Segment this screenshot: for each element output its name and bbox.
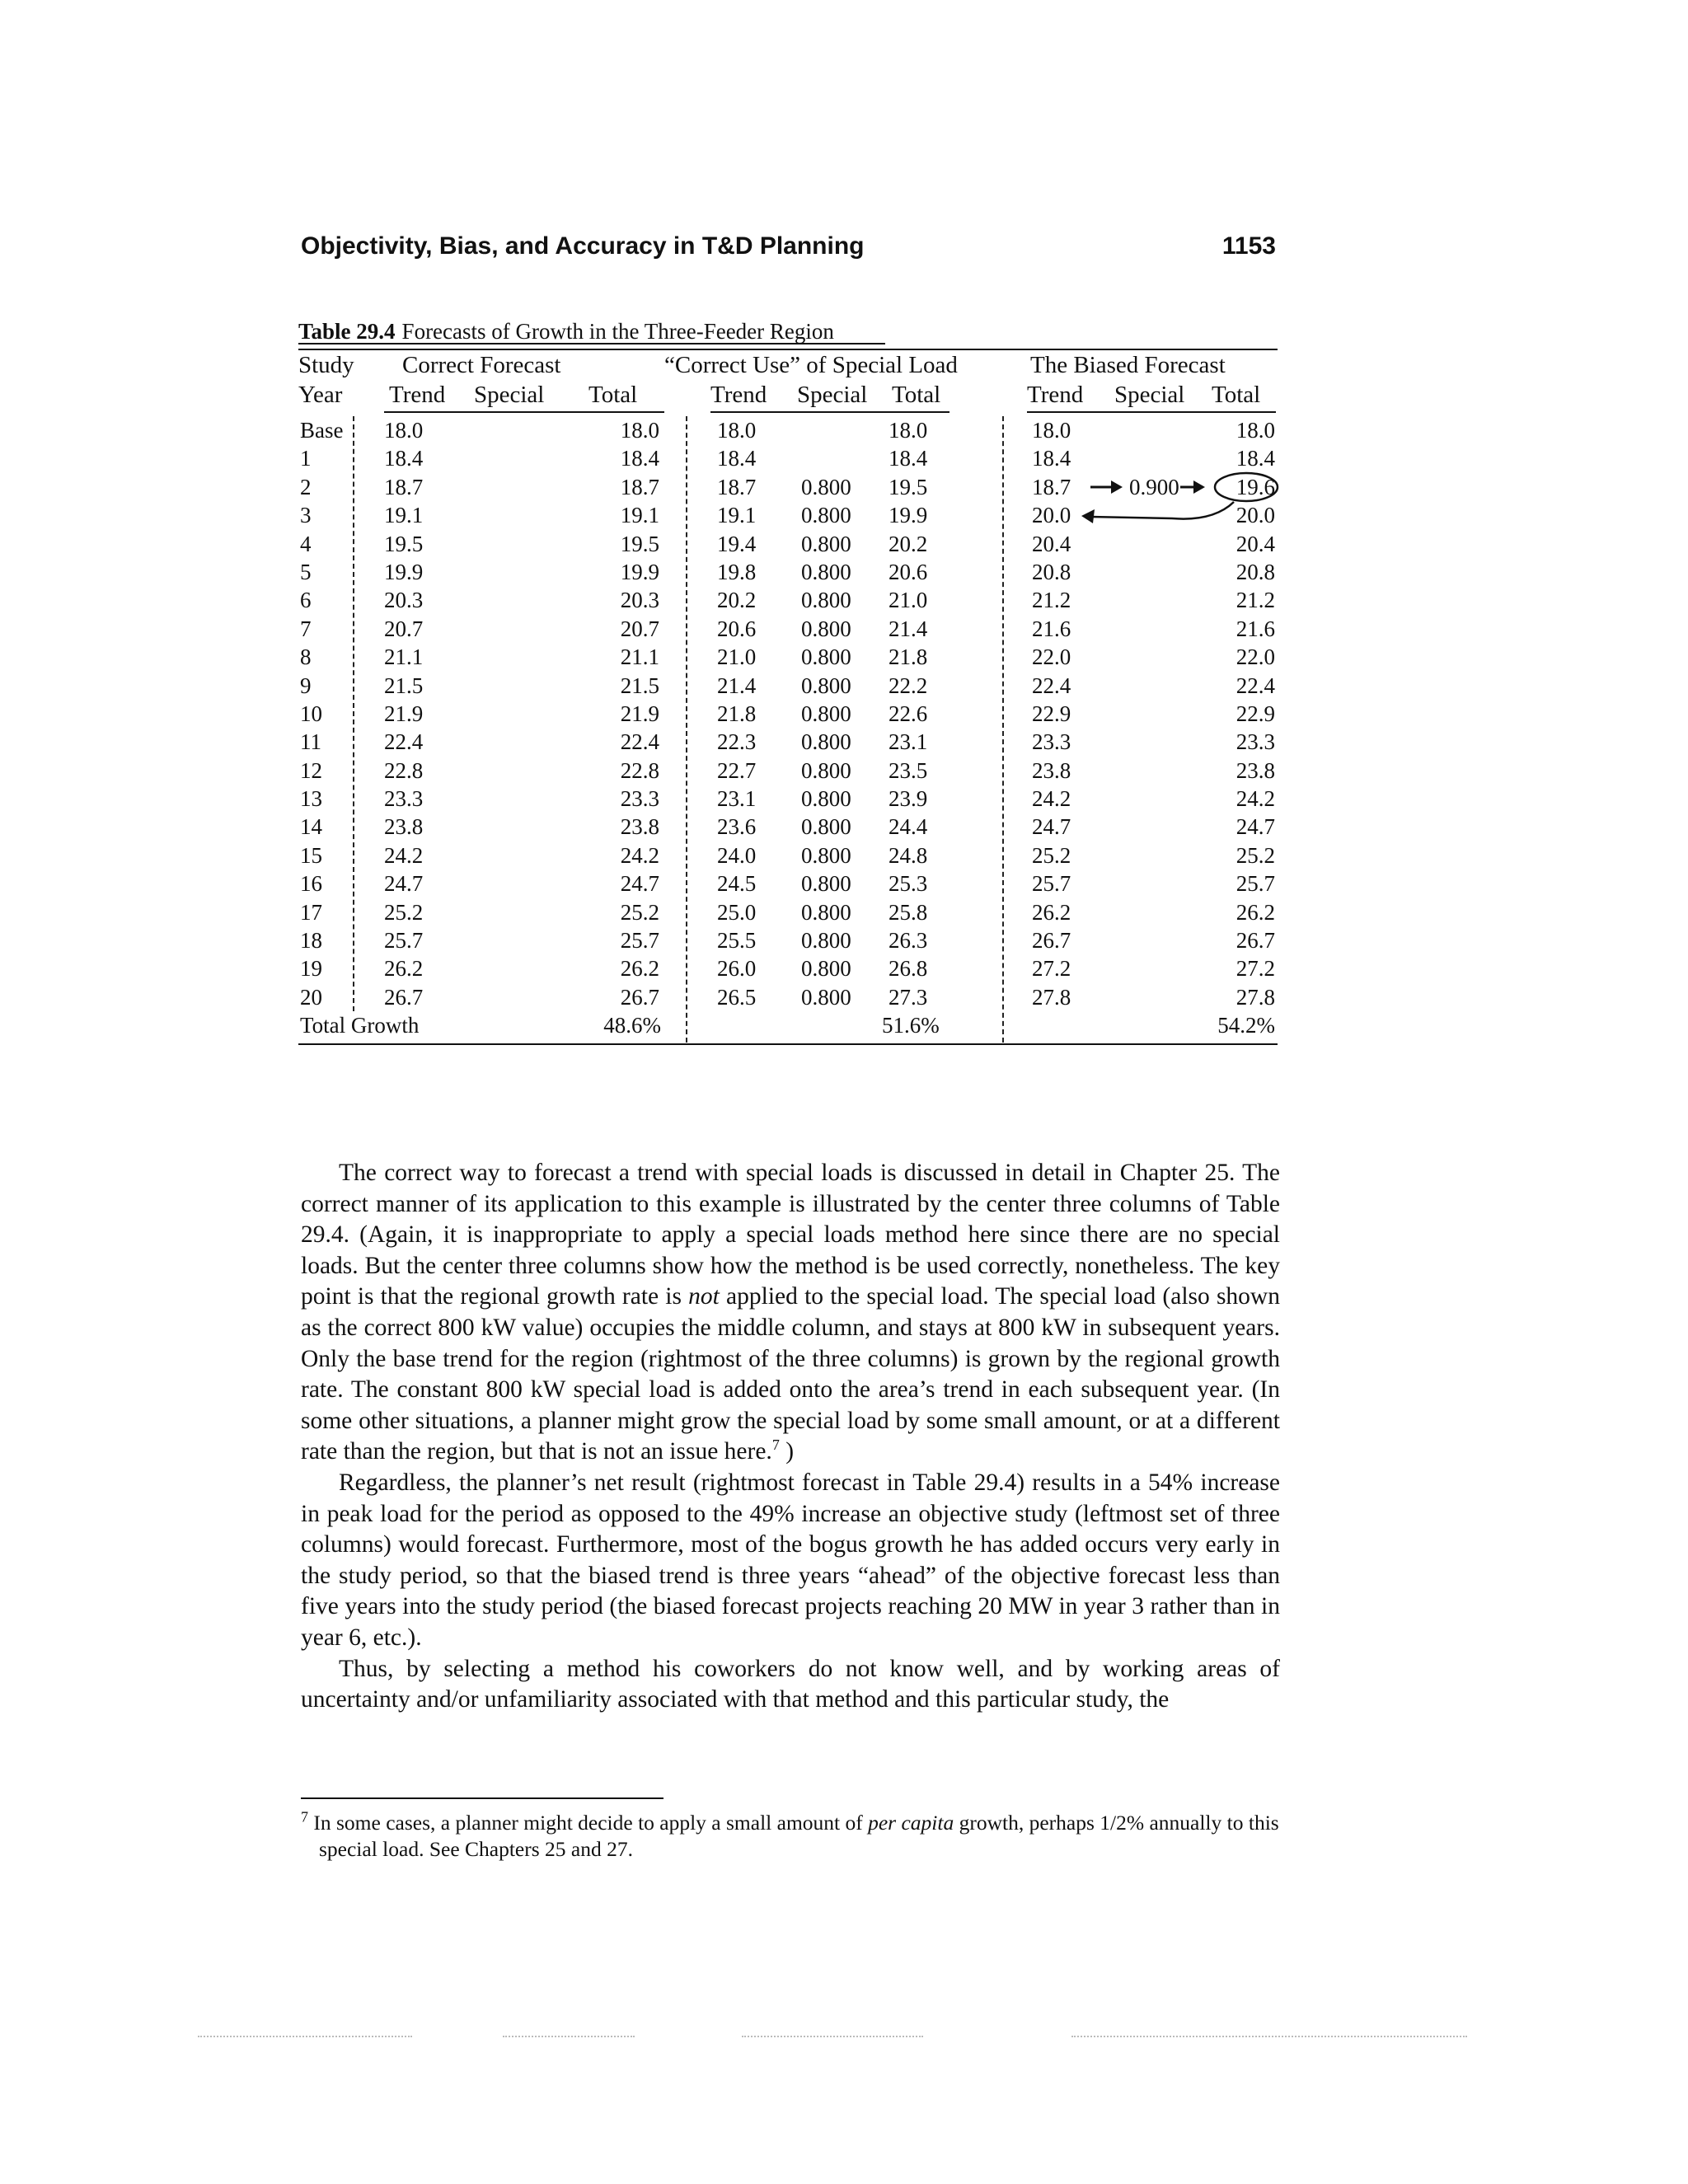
cell-biased-trend: 22.4	[1032, 673, 1071, 698]
cell-correct-total: 20.7	[620, 616, 659, 641]
cell-correct-trend: 19.9	[384, 559, 424, 584]
cell-biased-trend: 22.0	[1032, 644, 1071, 670]
table-row	[298, 558, 1278, 586]
header-rules	[298, 410, 1278, 416]
cell-biased-trend: 20.4	[1032, 531, 1071, 556]
table-row	[298, 728, 1278, 756]
cell-biased-trend: 23.8	[1032, 757, 1071, 783]
cell-correct-total: 21.9	[620, 701, 659, 726]
footnote-emphasis: per capita	[868, 1811, 954, 1835]
cell-correct-trend: 22.8	[384, 757, 424, 783]
scan-artifact	[742, 2036, 923, 2037]
cell-correct-total: 21.5	[620, 673, 659, 698]
cell-correct-trend: 23.3	[384, 786, 424, 812]
header-rule-correct	[384, 411, 664, 413]
scan-artifact	[198, 2036, 412, 2037]
header-trend-2: Trend	[710, 382, 767, 408]
cell-use-total: 23.1	[889, 729, 928, 755]
cell-biased-trend: 23.3	[1032, 729, 1071, 755]
footnote-part-1: In some cases, a planner might decide to apply a small amount of	[313, 1811, 869, 1835]
table-row	[298, 672, 1278, 700]
cell-correct-trend: 19.5	[384, 531, 424, 556]
header-correct-forecast: Correct Forecast	[402, 352, 561, 378]
cell-biased-trend: 25.2	[1032, 842, 1071, 868]
cell-year: 16	[300, 871, 322, 897]
cell-correct-trend: 26.2	[384, 956, 424, 982]
cell-correct-total: 26.7	[620, 984, 659, 1010]
cell-biased-total: 21.6	[1236, 616, 1275, 641]
cell-use-trend: 26.5	[717, 984, 757, 1010]
table-row	[298, 785, 1278, 813]
cell-use-trend: 23.6	[717, 814, 757, 840]
header-biased-forecast: The Biased Forecast	[1030, 352, 1226, 378]
cell-use-total: 25.3	[889, 871, 928, 897]
cell-use-special: 0.800	[801, 814, 851, 840]
cell-biased-total: 24.7	[1236, 814, 1275, 840]
cell-biased-trend: 20.8	[1032, 559, 1071, 584]
cell-biased-total: 27.8	[1236, 984, 1275, 1010]
cell-use-trend: 19.1	[717, 503, 757, 528]
table-caption-text: Forecasts of Growth in the Three-Feeder Region	[401, 319, 834, 344]
table-label: Table 29.4	[298, 319, 396, 344]
body-text	[301, 1158, 1280, 1716]
cell-use-special: 0.800	[801, 616, 851, 641]
table-bottom-rule	[298, 1043, 1278, 1045]
cell-correct-total: 19.1	[620, 503, 659, 528]
cell-use-total: 23.5	[889, 757, 928, 783]
footnote-ref-7: 7	[771, 1436, 780, 1454]
table-row	[298, 841, 1278, 869]
cell-correct-total: 20.3	[620, 588, 659, 613]
cell-use-trend: 22.7	[717, 757, 757, 783]
cell-correct-trend: 25.2	[384, 899, 424, 925]
cell-use-total: 27.3	[889, 984, 928, 1010]
cell-year: 6	[300, 588, 312, 613]
cell-biased-total: 23.8	[1236, 757, 1275, 783]
cell-year: 14	[300, 814, 322, 840]
cell-year: 11	[300, 729, 321, 755]
cell-use-special: 0.800	[801, 559, 851, 584]
cell-use-trend: 23.1	[717, 786, 757, 812]
cell-year: Base	[300, 418, 344, 443]
cell-use-trend: 19.8	[717, 559, 757, 584]
cell-use-special: 0.800	[801, 588, 851, 613]
cell-use-total: 22.2	[889, 673, 928, 698]
cell-biased-total: 22.0	[1236, 644, 1275, 670]
cell-use-total: 18.4	[889, 446, 928, 471]
cell-use-trend: 21.8	[717, 701, 757, 726]
header-rule-correct-use	[710, 411, 950, 413]
cell-correct-total: 21.1	[620, 644, 659, 670]
cell-use-special: 0.800	[801, 899, 851, 925]
cell-biased-total: 18.4	[1236, 446, 1275, 471]
scan-artifact	[503, 2036, 635, 2037]
cell-use-total: 20.2	[889, 531, 928, 556]
cell-biased-total: 26.7	[1236, 928, 1275, 954]
cell-use-total: 24.8	[889, 842, 928, 868]
cell-correct-total: 25.7	[620, 928, 659, 954]
cell-biased-trend: 20.0	[1032, 503, 1071, 528]
cell-use-trend: 18.0	[717, 418, 757, 443]
total-growth-biased: 54.2%	[1217, 1013, 1275, 1038]
cell-biased-total: 25.7	[1236, 871, 1275, 897]
annotation-arrows	[298, 416, 1278, 532]
cell-use-trend: 21.0	[717, 644, 757, 670]
cell-correct-total: 26.2	[620, 956, 659, 982]
cell-correct-total: 19.9	[620, 559, 659, 584]
header-total-1: Total	[588, 382, 638, 408]
cell-year: 10	[300, 701, 322, 726]
caption-underline	[298, 343, 885, 344]
cell-biased-total: 20.8	[1236, 559, 1275, 584]
cell-use-trend: 20.6	[717, 616, 757, 641]
cell-year: 9	[300, 673, 312, 698]
footnote-body	[301, 1810, 1280, 1863]
total-growth-row	[298, 1011, 1278, 1039]
cell-use-total: 26.3	[889, 928, 928, 954]
cell-biased-total: 23.3	[1236, 729, 1275, 755]
cell-biased-trend: 26.2	[1032, 899, 1071, 925]
cell-biased-total: 22.9	[1236, 701, 1275, 726]
cell-use-trend: 26.0	[717, 956, 757, 982]
cell-use-special: 0.800	[801, 503, 851, 528]
cell-use-special: 0.800	[801, 673, 851, 698]
paragraph-1	[301, 1158, 1280, 1468]
cell-correct-total: 23.3	[620, 786, 659, 812]
cell-year: 1	[300, 446, 312, 471]
header-trend-1: Trend	[389, 382, 446, 408]
cell-year: 13	[300, 786, 322, 812]
cell-correct-total: 22.4	[620, 729, 659, 755]
cell-use-special: 0.800	[801, 984, 851, 1010]
header-correct-use: “Correct Use” of Special Load	[664, 352, 958, 378]
cell-correct-total: 18.4	[620, 446, 659, 471]
running-head	[301, 232, 1276, 269]
cell-use-total: 26.8	[889, 956, 928, 982]
cell-use-trend: 25.5	[717, 928, 757, 954]
cell-use-total: 21.0	[889, 588, 928, 613]
sub-header-row	[298, 380, 1278, 410]
header-special-1: Special	[474, 382, 545, 408]
cell-year: 20	[300, 984, 322, 1010]
cell-use-total: 18.0	[889, 418, 928, 443]
cell-biased-total: 26.2	[1236, 899, 1275, 925]
cell-correct-trend: 26.7	[384, 984, 424, 1010]
cell-use-total: 21.4	[889, 616, 928, 641]
cell-biased-total: 20.4	[1236, 531, 1275, 556]
paragraph-3: Thus, by selecting a method his coworkers do not know well, and by working areas of uncertainty and/or unfamiliarity associated with that method and this particular study, the	[301, 1655, 1280, 1713]
cell-biased-trend: 21.2	[1032, 588, 1071, 613]
table-row	[298, 983, 1278, 1011]
table-row	[298, 700, 1278, 728]
table-body	[298, 416, 1278, 1040]
cell-correct-total: 24.7	[620, 871, 659, 897]
cell-year: 17	[300, 899, 322, 925]
cell-use-trend: 22.3	[717, 729, 757, 755]
cell-correct-trend: 18.0	[384, 418, 424, 443]
arrow-to-circled-total	[1180, 480, 1205, 494]
cell-correct-trend: 18.7	[384, 474, 424, 499]
cell-use-total: 20.6	[889, 559, 928, 584]
p1-emphasis-not: not	[688, 1283, 720, 1310]
cell-biased-trend: 24.2	[1032, 786, 1071, 812]
cell-correct-trend: 19.1	[384, 503, 424, 528]
cell-use-special: 0.800	[801, 531, 851, 556]
cell-correct-total: 18.0	[620, 418, 659, 443]
cell-year: 5	[300, 559, 312, 584]
scan-artifact	[1071, 2036, 1467, 2037]
total-growth-correct-use: 51.6%	[882, 1013, 940, 1038]
cell-use-total: 23.9	[889, 786, 928, 812]
header-rule-biased	[1027, 411, 1276, 413]
table-row	[298, 530, 1278, 558]
cell-use-trend: 21.4	[717, 673, 757, 698]
cell-use-total: 21.8	[889, 644, 928, 670]
cell-biased-total: 22.4	[1236, 673, 1275, 698]
header-total-2: Total	[892, 382, 941, 408]
header-trend-3: Trend	[1027, 382, 1084, 408]
total-growth-label: Total Growth	[300, 1013, 420, 1038]
cell-use-trend: 24.0	[717, 842, 757, 868]
arrow-to-annotation	[1090, 480, 1123, 494]
table-row	[298, 926, 1278, 954]
table-row	[298, 869, 1278, 898]
cell-year: 4	[300, 531, 312, 556]
footnote-marker: 7	[301, 1808, 308, 1825]
cell-year: 7	[300, 616, 312, 641]
table-row	[298, 898, 1278, 926]
cell-correct-trend: 22.4	[384, 729, 424, 755]
header-year: Year	[298, 382, 343, 408]
cell-use-special: 0.800	[801, 757, 851, 783]
cell-use-special: 0.800	[801, 956, 851, 982]
cell-use-special: 0.800	[801, 474, 851, 499]
cell-correct-trend: 20.7	[384, 616, 424, 641]
cell-year: 12	[300, 757, 322, 783]
total-growth-correct: 48.6%	[603, 1013, 661, 1038]
cell-use-total: 24.4	[889, 814, 928, 840]
cell-use-special: 0.800	[801, 928, 851, 954]
cell-correct-total: 24.2	[620, 842, 659, 868]
page-number: 1153	[1221, 232, 1276, 260]
header-special-3: Special	[1114, 382, 1185, 408]
cell-correct-total: 18.7	[620, 474, 659, 499]
cell-year: 15	[300, 842, 322, 868]
cell-year: 8	[300, 644, 312, 670]
cell-correct-total: 23.8	[620, 814, 659, 840]
cell-biased-total-circled: 19.6	[1236, 474, 1275, 499]
footnote-rule	[301, 1797, 663, 1799]
cell-biased-total: 25.2	[1236, 842, 1275, 868]
cell-use-trend: 18.7	[717, 474, 757, 499]
cell-correct-trend: 24.2	[384, 842, 424, 868]
cell-biased-total: 24.2	[1236, 786, 1275, 812]
cell-use-special: 0.800	[801, 786, 851, 812]
cell-use-special: 0.800	[801, 871, 851, 897]
cell-correct-trend: 24.7	[384, 871, 424, 897]
table-caption	[298, 317, 1278, 345]
cell-use-trend: 20.2	[717, 588, 757, 613]
circled-total-outline	[1215, 473, 1278, 501]
header-study: Study	[298, 352, 354, 378]
cell-use-special: 0.800	[801, 701, 851, 726]
p1-part-3: )	[779, 1438, 795, 1465]
cell-use-special: 0.800	[801, 842, 851, 868]
table-row	[298, 757, 1278, 785]
cell-biased-total: 27.2	[1236, 956, 1275, 982]
cell-correct-trend: 21.5	[384, 673, 424, 698]
cell-biased-trend: 18.4	[1032, 446, 1071, 471]
curved-arrow-back	[1081, 502, 1234, 523]
cell-year: 18	[300, 928, 322, 954]
cell-biased-trend: 25.7	[1032, 871, 1071, 897]
cell-correct-trend: 21.9	[384, 701, 424, 726]
cell-correct-trend: 20.3	[384, 588, 424, 613]
paragraph-2: Regardless, the planner’s net result (rightmost forecast in Table 29.4) results in a 54% increase in peak load for the period as opposed to the 49% increase an objective study (leftmost set of three columns) would forecast. Furthermore, most of the bogus growth he has added occurs very early in the study period, so that the biased trend is three years “ahead” of the objective forecast less than five years into the study period (the biased forecast projects reaching 20 MW in year 3 rather than in year 6, etc.).	[301, 1469, 1280, 1651]
cell-use-total: 19.9	[889, 503, 928, 528]
footnote	[301, 1810, 1280, 1863]
table-row	[298, 643, 1278, 671]
cell-correct-total: 19.5	[620, 531, 659, 556]
cell-biased-trend: 18.0	[1032, 418, 1071, 443]
table-row	[298, 954, 1278, 982]
cell-correct-trend: 25.7	[384, 928, 424, 954]
cell-use-trend: 25.0	[717, 899, 757, 925]
header-total-3: Total	[1212, 382, 1261, 408]
forecast-table	[298, 317, 1278, 1045]
cell-use-total: 25.8	[889, 899, 928, 925]
cell-use-trend: 18.4	[717, 446, 757, 471]
cell-correct-trend: 21.1	[384, 644, 424, 670]
cell-year: 19	[300, 956, 322, 982]
cell-correct-trend: 18.4	[384, 446, 424, 471]
cell-biased-trend: 27.2	[1032, 956, 1071, 982]
cell-biased-trend: 21.6	[1032, 616, 1071, 641]
cell-biased-trend: 22.9	[1032, 701, 1071, 726]
p1-part-1: The correct way to forecast a trend with special loads is discussed in detail in Chapter 25. The correct manner of its application to this example is illustrated by the center three columns of Table 29.4. (Again, it is inappropriate to apply a special loads method here since there are no special loads. But the center three columns show how the method is be used correctly, nonetheless. The key point is that the regional growth rate is	[301, 1160, 1280, 1310]
table-row	[298, 813, 1278, 841]
chapter-title: Objectivity, Bias, and Accuracy in T&D Planning	[301, 232, 865, 260]
group-header-row	[298, 350, 1278, 380]
cell-biased-trend: 18.7	[1032, 474, 1071, 499]
cell-biased-total: 21.2	[1236, 588, 1275, 613]
cell-use-trend: 24.5	[717, 871, 757, 897]
cell-correct-total: 22.8	[620, 757, 659, 783]
cell-use-total: 19.5	[889, 474, 928, 499]
cell-biased-total: 20.0	[1236, 503, 1275, 528]
cell-biased-special-annotation: 0.900	[1129, 474, 1179, 499]
cell-use-special: 0.800	[801, 729, 851, 755]
cell-year: 2	[300, 474, 312, 499]
table-row	[298, 586, 1278, 614]
p1-part-2: applied to the special load. The special load (also shown as the correct 800 kW value) occupies the middle column, and stays at 800 kW in subsequent years. Only the base trend for the region (rightmost of the three columns) is grown by the regional growth rate. The constant 800 kW special load is added onto the area’s trend in each subsequent year. (In some other situations, a planner might grow the special load by some small amount, or at a different rate than the region, but that is not an issue here.	[301, 1283, 1280, 1465]
table-row	[298, 615, 1278, 643]
cell-correct-trend: 23.8	[384, 814, 424, 840]
cell-year: 3	[300, 503, 312, 528]
cell-biased-total: 18.0	[1236, 418, 1275, 443]
cell-use-special: 0.800	[801, 644, 851, 670]
footnote-part-2: growth, perhaps 1/2% annually to this special load. See Chapters 25 and 27.	[319, 1811, 1279, 1861]
header-special-2: Special	[797, 382, 868, 408]
cell-biased-trend: 24.7	[1032, 814, 1071, 840]
cell-correct-total: 25.2	[620, 899, 659, 925]
cell-use-trend: 19.4	[717, 531, 757, 556]
cell-use-total: 22.6	[889, 701, 928, 726]
cell-biased-trend: 27.8	[1032, 984, 1071, 1010]
cell-biased-trend: 26.7	[1032, 928, 1071, 954]
